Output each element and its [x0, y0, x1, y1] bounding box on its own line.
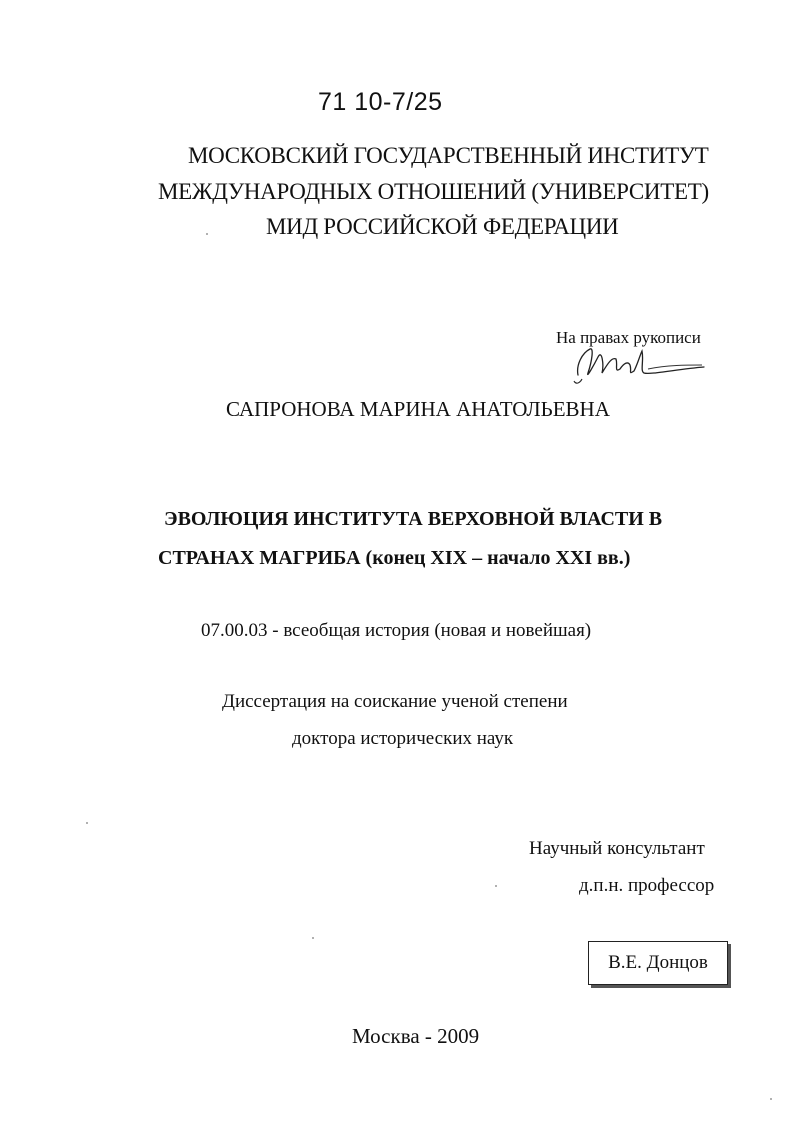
scan-speck	[770, 1098, 772, 1100]
consultant-title: д.п.н. профессор	[579, 875, 715, 896]
consultant-name-box	[588, 941, 728, 985]
catalog-number: 71 10-7/25	[318, 88, 443, 116]
institution-line-1: МОСКОВСКИЙ ГОСУДАРСТВЕННЫЙ ИНСТИТУТ	[188, 143, 709, 168]
manuscript-note: На правах рукописи	[556, 328, 701, 347]
institution-line-2: МЕЖДУНАРОДНЫХ ОТНОШЕНИЙ (УНИВЕРСИТЕТ)	[158, 179, 709, 204]
signature-icon	[568, 335, 708, 387]
scan-speck	[206, 233, 208, 235]
dissertation-title-line-2: СТРАНАХ МАГРИБА (конец XIX – начало XXI вв.)	[158, 547, 631, 569]
specialty-code: 07.00.03 - всеобщая история (новая и новейшая)	[201, 620, 592, 641]
dissertation-title-line-1: ЭВОЛЮЦИЯ ИНСТИТУТА ВЕРХОВНОЙ ВЛАСТИ В	[164, 508, 663, 530]
scan-speck	[86, 822, 88, 824]
city-year: Москва - 2009	[352, 1024, 480, 1048]
degree-line-2: доктора исторических наук	[292, 728, 514, 749]
author-name: САПРОНОВА МАРИНА АНАТОЛЬЕВНА	[226, 397, 610, 421]
degree-line-1: Диссертация на соискание ученой степени	[222, 691, 568, 712]
consultant-role: Научный консультант	[529, 838, 705, 859]
institution-line-3: МИД РОССИЙСКОЙ ФЕДЕРАЦИИ	[266, 214, 619, 239]
scan-speck	[495, 885, 497, 887]
scan-speck	[312, 937, 314, 939]
consultant-name: В.Е. Донцов	[608, 952, 708, 973]
